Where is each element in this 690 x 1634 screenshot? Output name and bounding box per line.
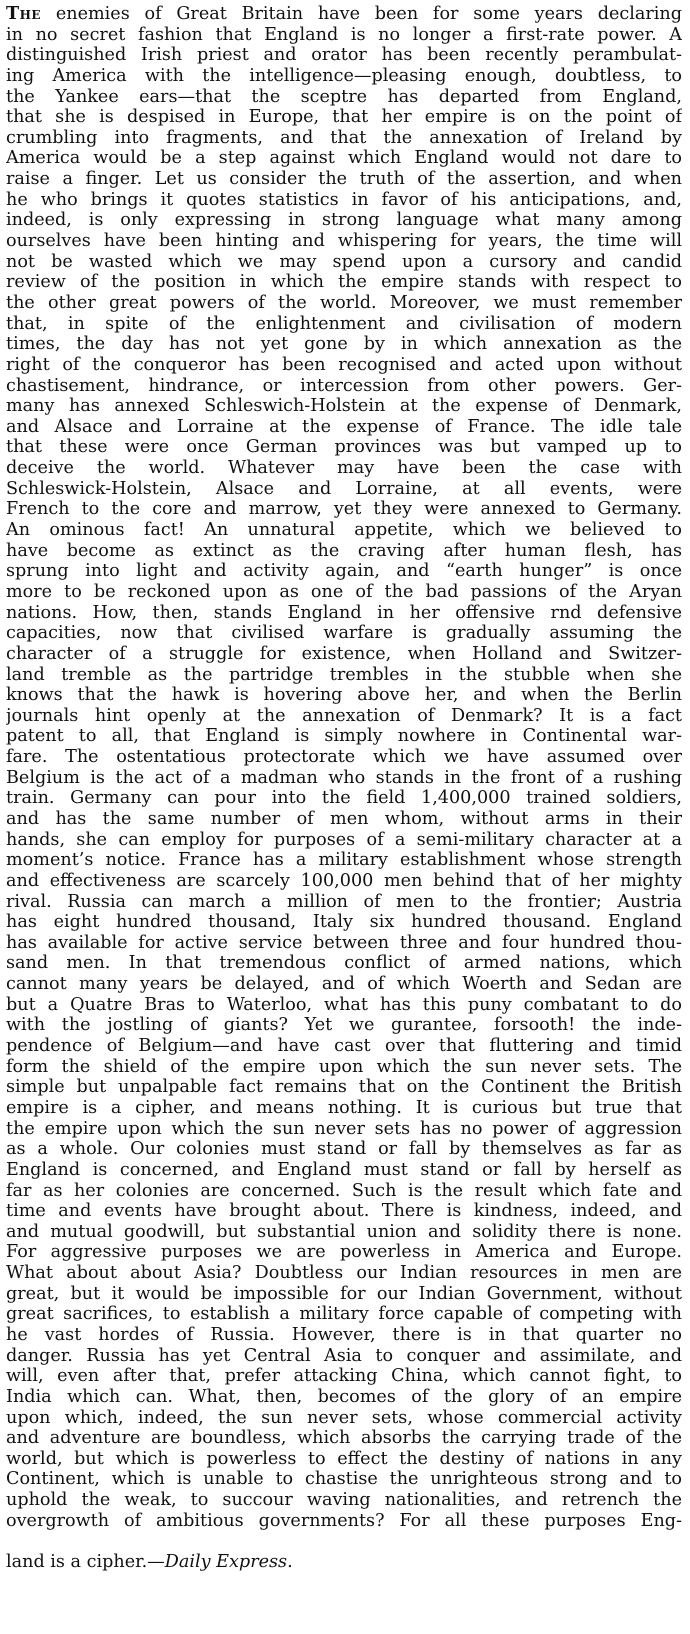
- article-line: sand men. In that tremendous conflict of armed nations, which: [6, 953, 682, 974]
- article-line: not be wasted which we may spend upon a cursory and candid: [6, 251, 682, 272]
- article-line: times, the day has not yet gone by in which annexation as the: [6, 334, 682, 355]
- article-line: hands, she can employ for purposes of a semi-military character at a: [6, 829, 682, 850]
- article-line: and Alsace and Lorraine at the expense of France. The idle tale: [6, 416, 682, 437]
- closing-text: land is a cipher.—: [6, 1552, 165, 1573]
- article-line: great, but it would be impossible for our Indian Government, without: [6, 1283, 682, 1304]
- article-line: the Yankee ears—that the sceptre has departed from England,: [6, 86, 682, 107]
- article-line: Belgium is the act of a madman who stands in the front of a rushing: [6, 767, 682, 788]
- article-line: An ominous fact! An unnatural appetite, which we believed to: [6, 520, 682, 541]
- article-line: train. Germany can pour into the field 1,400,000 trained soldiers,: [6, 788, 682, 809]
- article-line: but a Quatre Bras to Waterloo, what has this puny combatant to do: [6, 994, 682, 1015]
- article-line: crumbling into fragments, and that the annexation of Ireland by: [6, 127, 682, 148]
- article-line: French to the core and marrow, yet they were annexed to Germany.: [6, 499, 682, 520]
- article-line: deceive the world. Whatever may have been the case with: [6, 458, 682, 479]
- article-line: indeed, is only expressing in strong language what many among: [6, 210, 682, 231]
- article-line: sprung into light and activity again, and “earth hunger” is once: [6, 561, 682, 582]
- article-line: nations. How, then, stands England in her offensive rnd defensive: [6, 602, 682, 623]
- article-line: far as her colonies are concerned. Such is the result which fate and: [6, 1180, 682, 1201]
- article-line: knows that the hawk is hovering above her, and when the Berlin: [6, 685, 682, 706]
- article-line: right of the conqueror has been recognised and acted upon without: [6, 354, 682, 375]
- article-line: journals hint openly at the annexation of Denmark? It is a fact: [6, 705, 682, 726]
- article-line: he who brings it quotes statistics in favor of his anticipations, and,: [6, 189, 682, 210]
- article-line: great sacrifices, to establish a military force capable of competing with: [6, 1304, 682, 1325]
- article-line: rival. Russia can march a million of men to the frontier; Austria: [6, 891, 682, 912]
- article-line: more to be reckoned upon as one of the bad passions of the Aryan: [6, 581, 682, 602]
- article-line: pendence of Belgium—and have cast over that fluttering and timid: [6, 1036, 682, 1057]
- article-line: as a whole. Our colonies must stand or fall by themselves as far as: [6, 1139, 682, 1160]
- article-line: review of the position in which the empire stands with respect to: [6, 272, 682, 293]
- article-line: empire is a cipher, and means nothing. It is curious but true that: [6, 1097, 682, 1118]
- article-line: he vast hordes of Russia. However, there is in that quarter no: [6, 1325, 682, 1345]
- article-column: [6, 4, 682, 1573]
- article-line: time and events have brought about. There is kindness, indeed, and: [6, 1201, 682, 1222]
- article-line: land tremble as the partridge trembles in the stubble when she: [6, 664, 682, 685]
- article-line: danger. Russia has yet Central Asia to conquer and assimilate, and: [6, 1345, 682, 1366]
- article-line: have become as extinct as the craving after human flesh, has: [6, 540, 682, 561]
- article-line: chastisement, hindrance, or intercession from other powers. Ger-: [6, 375, 682, 396]
- article-line: has available for active service between three and four hundred thou-: [6, 932, 682, 953]
- article-line: form the shield of the empire upon which the sun never sets. The: [6, 1056, 682, 1077]
- source-attribution: Daily Express.: [164, 1552, 293, 1573]
- article-line: and mutual goodwill, but substantial union and solidity there is none.: [6, 1221, 682, 1242]
- article-line: many has annexed Schleswich-Holstein at the expense of Denmark,: [6, 396, 682, 417]
- lead-word: The: [6, 4, 42, 24]
- article-line: fare. The ostentatious protectorate which we have assumed over: [6, 747, 682, 768]
- article-line: in no secret fashion that England is no longer a first-rate power. A: [6, 24, 682, 45]
- article-line: and effectiveness are scarcely 100,000 men behind that of her mighty: [6, 870, 682, 891]
- article-line: For aggressive purposes we are powerless in America and Europe.: [6, 1242, 682, 1263]
- article-line: world, but which is powerless to effect the destiny of nations in any: [6, 1448, 682, 1469]
- article-line: [6, 1531, 682, 1552]
- article-line: ourselves have been hinting and whispering for years, the time will: [6, 231, 682, 252]
- article-line: cannot many years be delayed, and of which Woerth and Sedan are: [6, 974, 682, 995]
- article-line: and has the same number of men whom, without arms in their: [6, 808, 682, 829]
- article-line: simple but unpalpable fact remains that on the Continent the British: [6, 1077, 682, 1098]
- article-line: raise a finger. Let us consider the truth of the assertion, and when: [6, 169, 682, 190]
- article-line: the other great powers of the world. Moreover, we must remember: [6, 292, 682, 313]
- article-line: patent to all, that England is simply nowhere in Continental war-: [6, 726, 682, 747]
- article-line: distinguished Irish priest and orator has been recently perambulat-: [6, 45, 682, 66]
- article-closing-line: [6, 1552, 682, 1573]
- article-line: that these were once German provinces was but vamped up to: [6, 437, 682, 458]
- article-line: has eight hundred thousand, Italy six hundred thousand. England: [6, 912, 682, 933]
- article-line: overgrowth of ambitious governments? For all these purposes Eng-: [6, 1510, 682, 1531]
- article-line: capacities, now that civilised warfare is gradually assuming the: [6, 623, 682, 644]
- article-line: America would be a step against which England would not dare to: [6, 148, 682, 169]
- article-line: and adventure are boundless, which absorbs the carrying trade of the: [6, 1428, 682, 1449]
- article-line: Schleswick-Holstein, Alsace and Lorraine, at all events, were: [6, 478, 682, 499]
- article-line: that she is despised in Europe, that her empire is on the point of: [6, 107, 682, 128]
- line-text: enemies of Great Britain have been for some years declaring: [41, 4, 682, 24]
- article-line: ing America with the intelligence—pleasing enough, doubtless, to: [6, 65, 682, 86]
- article-line: [6, 4, 682, 25]
- article-line: the empire upon which the sun never sets has no power of aggression: [6, 1118, 682, 1139]
- article-line: What about about Asia? Doubtless our Indian resources in men are: [6, 1263, 682, 1284]
- article-line: Continent, which is unable to chastise the unrighteous strong and to: [6, 1469, 682, 1490]
- article-line: with the jostling of giants? Yet we gurantee, forsooth! the inde-: [6, 1015, 682, 1036]
- article-line: character of a struggle for existence, when Holland and Switzer-: [6, 643, 682, 664]
- article-line: India which can. What, then, becomes of the glory of an empire: [6, 1386, 682, 1407]
- article-line: moment’s notice. France has a military establishment whose strength: [6, 850, 682, 871]
- article-line: upon which, indeed, the sun never sets, whose commercial activity: [6, 1407, 682, 1428]
- article-line: England is concerned, and England must stand or fall by herself as: [6, 1159, 682, 1180]
- article-line: will, even after that, prefer attacking China, which cannot fight, to: [6, 1366, 682, 1387]
- article-line: that, in spite of the enlightenment and civilisation of modern: [6, 313, 682, 334]
- article-line: uphold the weak, to succour waving nationalities, and retrench the: [6, 1490, 682, 1511]
